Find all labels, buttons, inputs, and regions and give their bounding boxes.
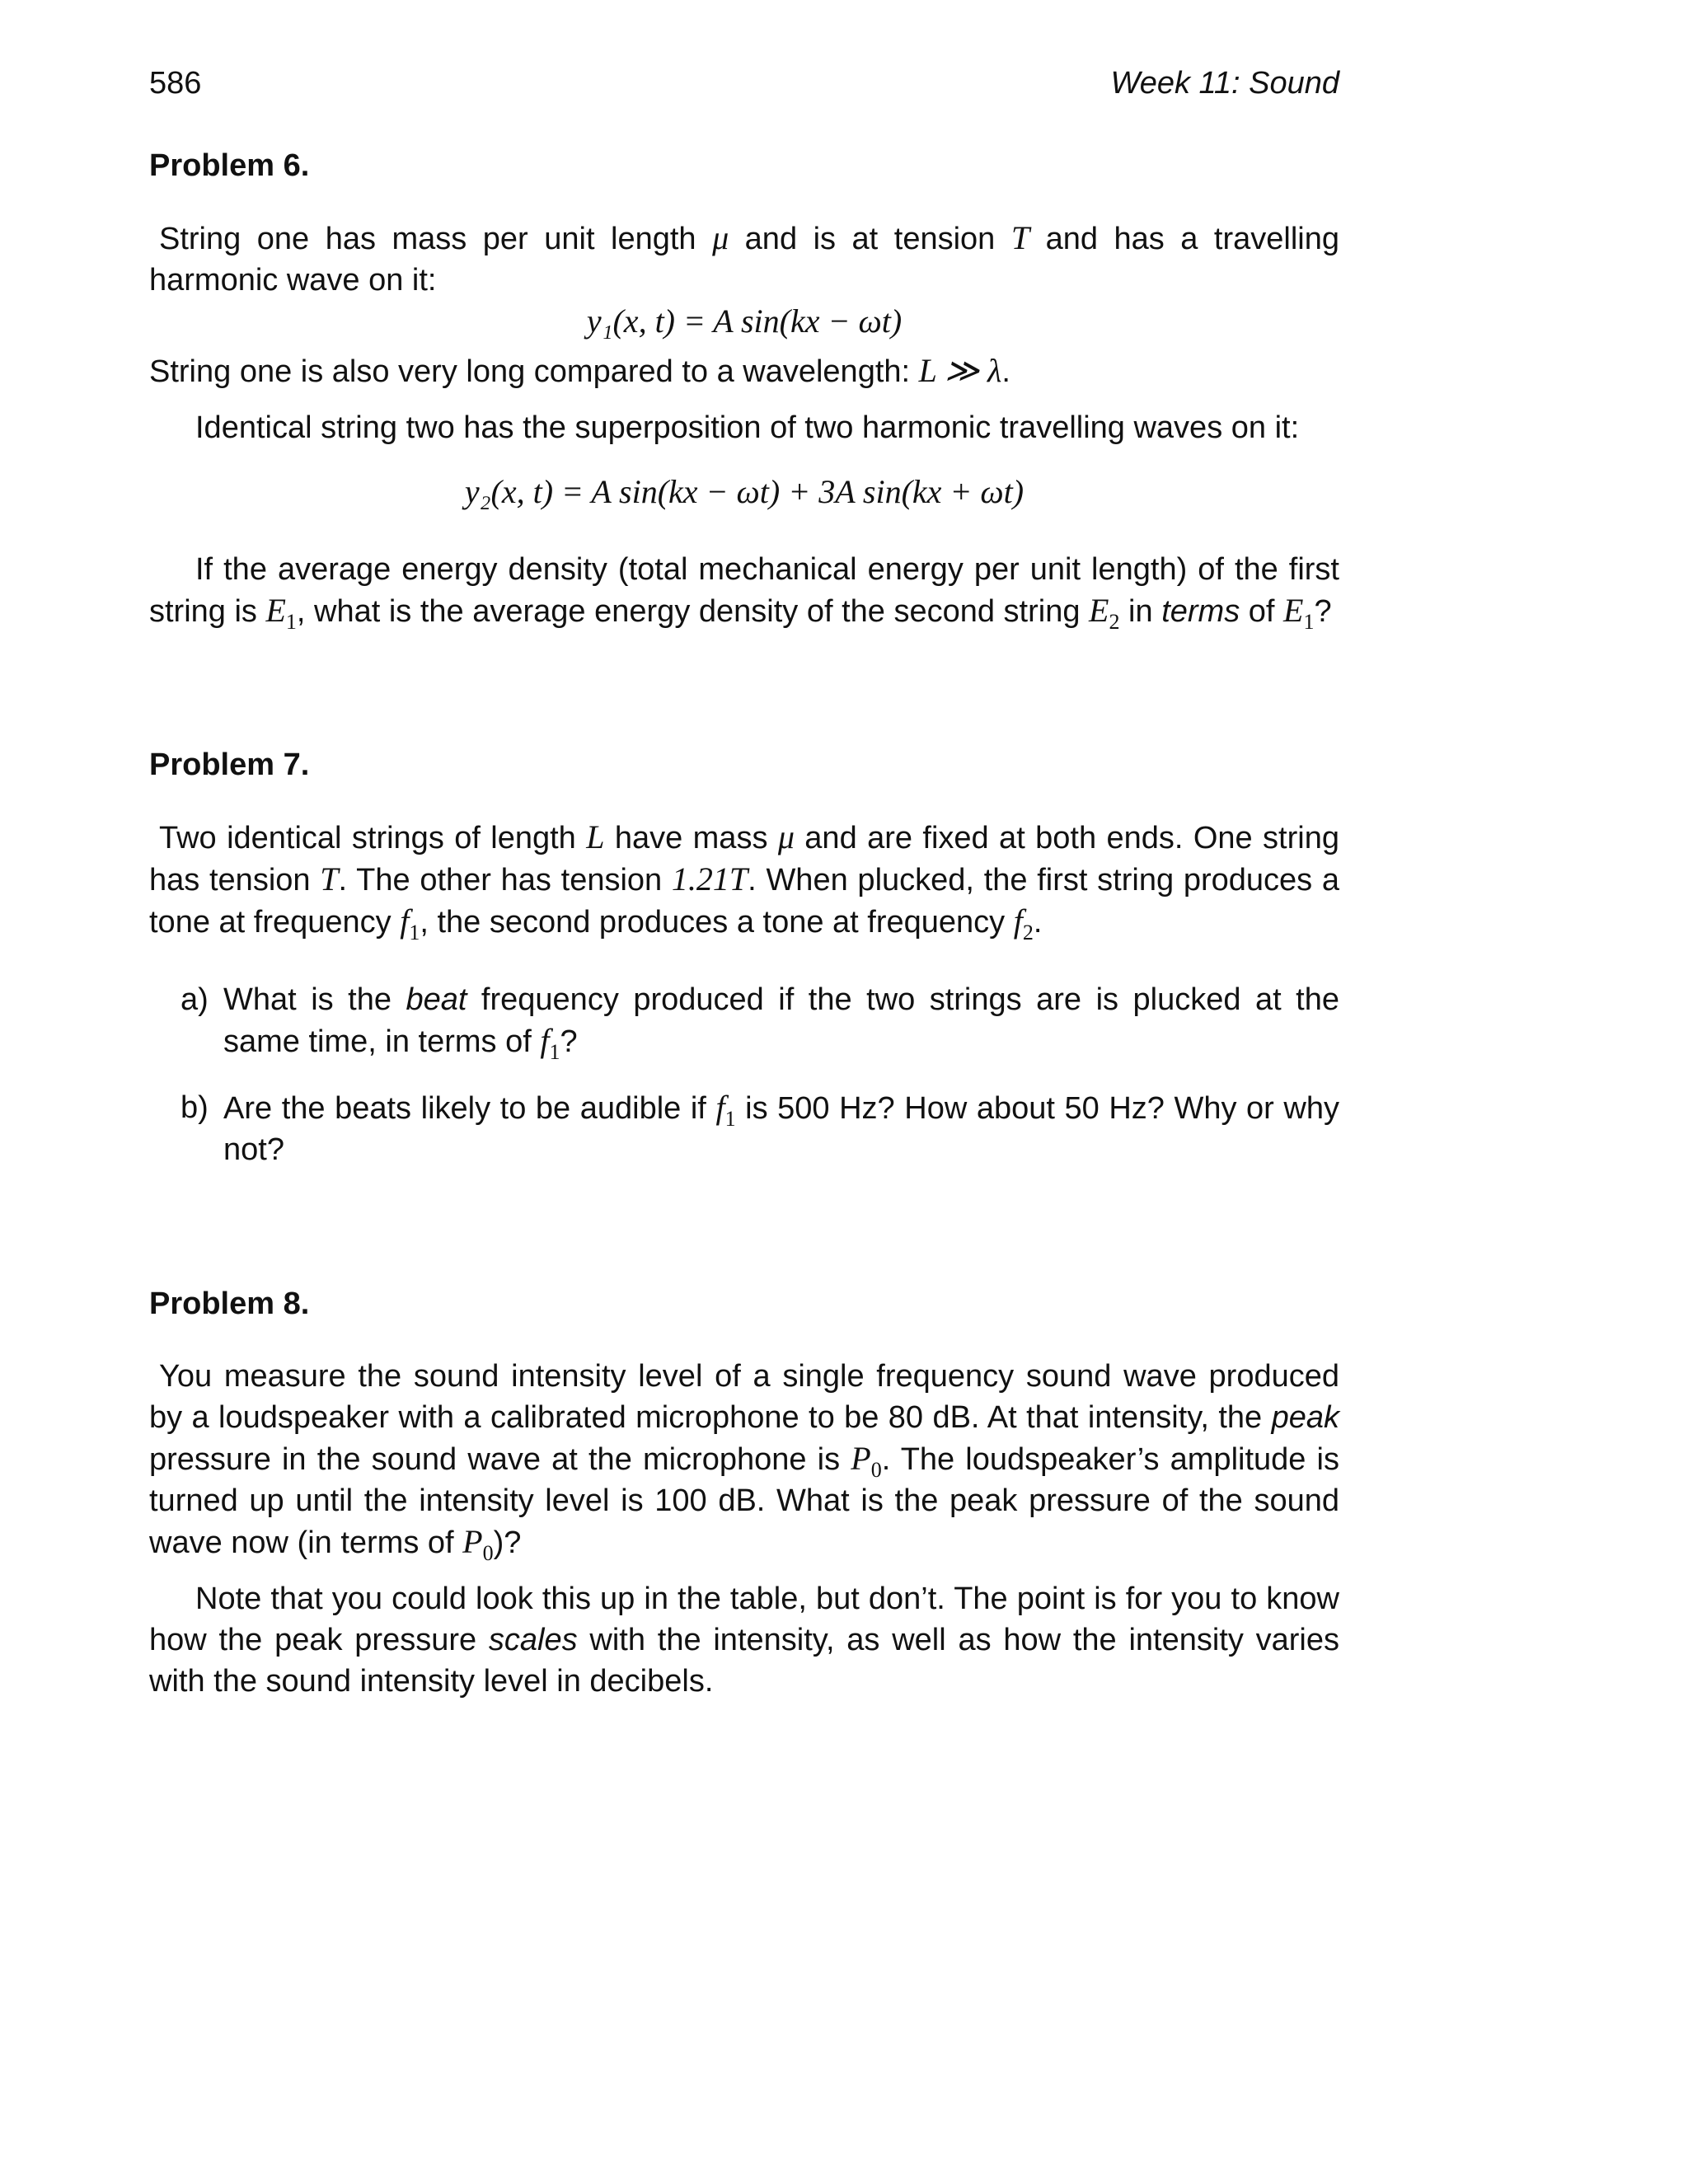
running-head: Week 11: Sound [1110,66,1339,101]
problem-7-intro: Two identical strings of length L have mass μ and are fixed at both ends. One string has tension T. The other has tension 1.21T. When plucked, the first string produces a tone at frequency $f_1$, the second produces a tone at frequency $f_2$. [149,818,1339,944]
equation-y2: y₂(x, t) = A sin(kx − ωt) + 3A sin(kx + ωt) [464,473,1025,510]
problem-8-intro: You measure the sound intensity level of a single frequency sound wave produced by a loudspeaker with a calibrated microphone to be 80 dB. At that intensity, the peak pressure in the sound wave at the microphone is $P_0$. The loudspeaker’s amplitude is turned up until the intensity level is 100 dB. What is the peak pressure of the sound wave now (in terms of $P_0$)? [149,1359,1339,1565]
document-page [149,0,1339,2184]
list-item: b) Are the beats likely to be audible if $f_1$ is 500 Hz? How about 50 Hz? Why or why not? [181,1089,1339,1167]
page-number: 586 [149,66,202,101]
problem-title: Problem 8. [149,1286,310,1321]
problem-title: Problem 7. [149,748,310,782]
problem-6-question: If the average energy density (total mechanical energy per unit length) of the first string is $E_1$, what is the average energy density of the second string $E_2$ in terms of $E_1$? [149,552,1339,634]
page-header [149,63,1339,104]
list-item: a) What is the beat frequency produced if the two strings are is plucked at the same time, in terms of $f_1$? [149,979,1339,1062]
problem-6-intro: String one has mass per unit length μ and is at tension T and has a travelling harmonic wave on it: [149,219,1340,298]
problem-7 [149,744,1339,1170]
problem-title: Problem 6. [149,148,310,183]
problem-6 [149,145,1339,632]
list-marker: a) [181,982,209,1017]
problem-8 [149,1283,1339,1702]
equation-y1: y₁(x, t) = A sin(kx − ωt) [586,302,903,340]
list-marker: b) [181,1090,209,1125]
problem-6-wavelength: String one is also very long compared to a wavelength: L ≫ λ. [149,352,1010,389]
problem-6-string-two: Identical string two has the superposition of two harmonic travelling waves on it: [195,410,1300,445]
problem-8-note: Note that you could look this up in the table, but don’t. The point is for you to know how the peak pressure scales with the intensity, as well as how the intensity varies with the sound intensity level in decibels. [149,1582,1339,1699]
problem-7-parts [149,979,1339,1170]
